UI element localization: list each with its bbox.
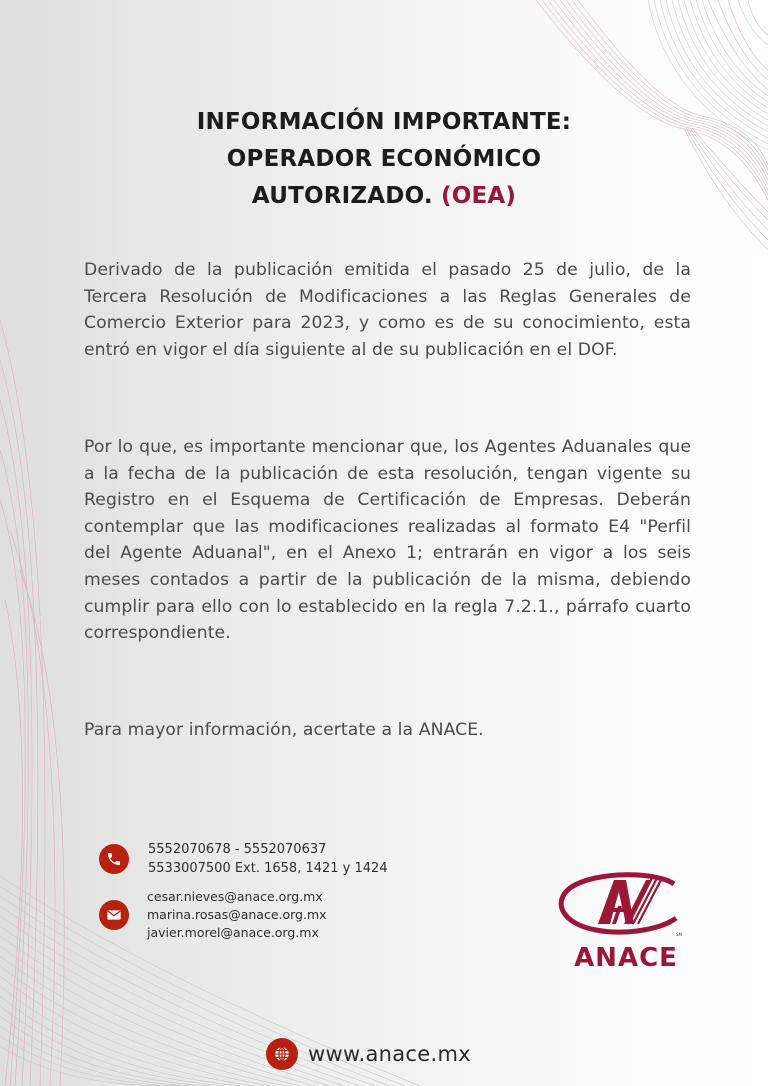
email-contact [99, 888, 429, 942]
phone-contact [99, 840, 429, 878]
paragraph-2: Por lo que, es importante mencionar que, los Agentes Aduanales que a la fecha de la publicación de esta resolución, tengan vigente su Registro en el Esquema de Certificación de Empresas. Deberán contemplar que las modificaciones realizadas al formato E4 "Perfil del Agente Aduanal", en el Anexo 1; entrarán en vigor a los seis meses contados a partir de la publicación de la misma, debiendo cumplir para ello con lo establecido en la regla 7.2.1., párrafo cuarto correspondiente. [84, 437, 691, 644]
website-url[interactable]: www.anace.mx [308, 1042, 471, 1066]
globe-icon [266, 1038, 298, 1070]
phone-line-2[interactable]: 5533007500 Ext. 1658, 1421 y 1424 [148, 861, 388, 876]
phone-numbers [148, 840, 388, 878]
paragraph-1: Derivado de la publicación emitida el pasado 25 de julio, de la Tercera Resolución de Modificaciones a las Reglas Generales de Comercio Exterior para 2023, y como es de su conocimiento, esta entró en vigor el día siguiente al de su publicación en el DOF. [84, 260, 691, 360]
title-acronym: (OEA) [440, 183, 517, 209]
envelope-icon [99, 900, 129, 930]
phone-icon [99, 844, 129, 874]
title-line-1: INFORMACIÓN IMPORTANTE: [196, 109, 572, 135]
email-addresses [147, 888, 327, 942]
email-link-2[interactable]: marina.rosas@anace.org.mx [147, 907, 327, 922]
website-link[interactable] [266, 1038, 471, 1070]
email-link-3[interactable]: javier.morel@anace.org.mx [147, 925, 319, 940]
title-line-2: OPERADOR ECONÓMICO [226, 146, 542, 172]
title-line-3-main: AUTORIZADO. [251, 183, 433, 209]
phone-line-1[interactable]: 5552070678 - 5552070637 [148, 842, 327, 857]
paragraph-3: Para mayor información, acertate a la ANACE. [84, 720, 484, 740]
logo-wordmark: ANACE [574, 943, 678, 973]
trademark-mark: SM [676, 932, 682, 937]
page-title [0, 104, 768, 215]
email-link-1[interactable]: cesar.nieves@anace.org.mx [147, 889, 323, 904]
title-line-3 [0, 178, 768, 215]
decorative-waves-left [0, 280, 110, 1086]
